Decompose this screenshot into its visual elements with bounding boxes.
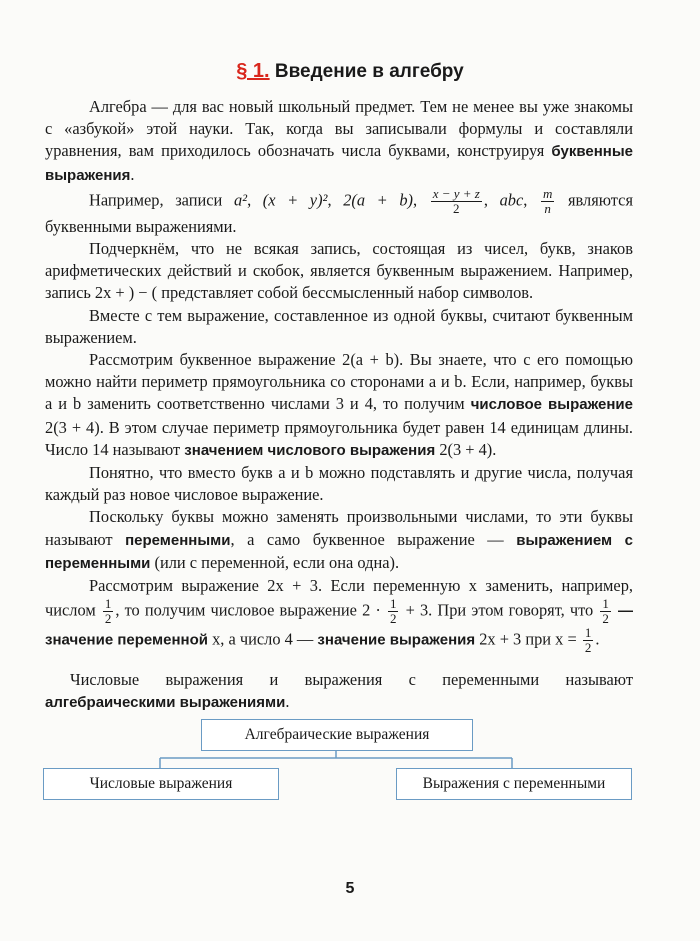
section-number: § 1. [236, 60, 270, 82]
diagram-left-box: Числовые выражения [43, 768, 279, 800]
section-title: Введение в алгебру [274, 61, 464, 82]
paragraph-1: Алгебра — для вас новый школьный предмет. Тем не менее вы уже знакомы с «азбукой» этой науки. Так, когда вы записывали формулы и составляли уравнения, вам приходилось обозначать числа буквами, конструируя буквенные выражения. [45, 97, 633, 184]
paragraph-3: Подчеркнём, что не всякая запись, состоящая из чисел, букв, знаков арифметических действий и скобок, является буквенным выражением. Например, запись 2x + ) − ( представляет собой бессмысленный набор символов. [45, 239, 633, 303]
page-number: 5 [345, 880, 355, 897]
fraction-half: $\frac{1}{2}$ [602, 596, 609, 627]
section-heading [0, 60, 700, 83]
fraction-half: $\frac{1}{2}$ [584, 625, 592, 656]
paragraph-5: Рассмотрим буквенное выражение 2(a + b). Вы знаете, что с его помощью можно найти периметр прямоугольника со сторонами a и b. Если, например, буквы a и b заменить соответственно числами 3 и 4, то получим числовое выражение 2(3 + 4). В этом случае периметр прямоугольника будет равен 14 единицам длины. Число 14 называют значением числового выражения 2(3 + 4). [45, 350, 633, 459]
text-body [45, 96, 633, 715]
diagram-right-box: Выражения с переменными [396, 768, 632, 800]
fraction-half: $\frac{1}{2}$ [104, 596, 112, 627]
diagram-root-box: Алгебраические выражения [201, 719, 473, 751]
paragraph-2: Например, записи a², (x + y)², 2(a + b), $\frac{x - y + z}{2}$ , abc, $\frac{m}{n}$ являются буквенными выражениями. [45, 185, 633, 236]
paragraph-9: Числовые выражения и выражения с переменными называют алгебраическими выражениями. [45, 670, 633, 712]
paragraph-8: Рассмотрим выражение 2x + 3. Если переменную x заменить, например, числом $\frac{1}{2}$ , то получим числовое выражение 2 · $\frac{1}{2}$ + 3. При этом говорят, что $\frac{1}{2}$ — значение переменной x, а число 4 — значение выражения 2x + 3 при x = $\frac{1}{2}$ . [45, 576, 633, 656]
fraction-mn: $\frac{m}{n}$ [542, 185, 553, 216]
fraction-half: $\frac{1}{2}$ [389, 596, 397, 627]
paragraph-6: Понятно, что вместо букв a и b можно подставлять и другие числа, получая каждый раз новое числовое выражение. [45, 463, 633, 505]
fraction-xyz: $\frac{x - y + z}{2}$ [432, 185, 480, 216]
paragraph-7: Поскольку буквы можно заменять произвольными числами, то эти буквы называют переменными, а само буквенное выражение — выражением с переменными (или с переменной, если она одна). [45, 507, 634, 572]
paragraph-4: Вместе с тем выражение, составленное из одной буквы, считают буквенным выражением. [45, 305, 633, 347]
